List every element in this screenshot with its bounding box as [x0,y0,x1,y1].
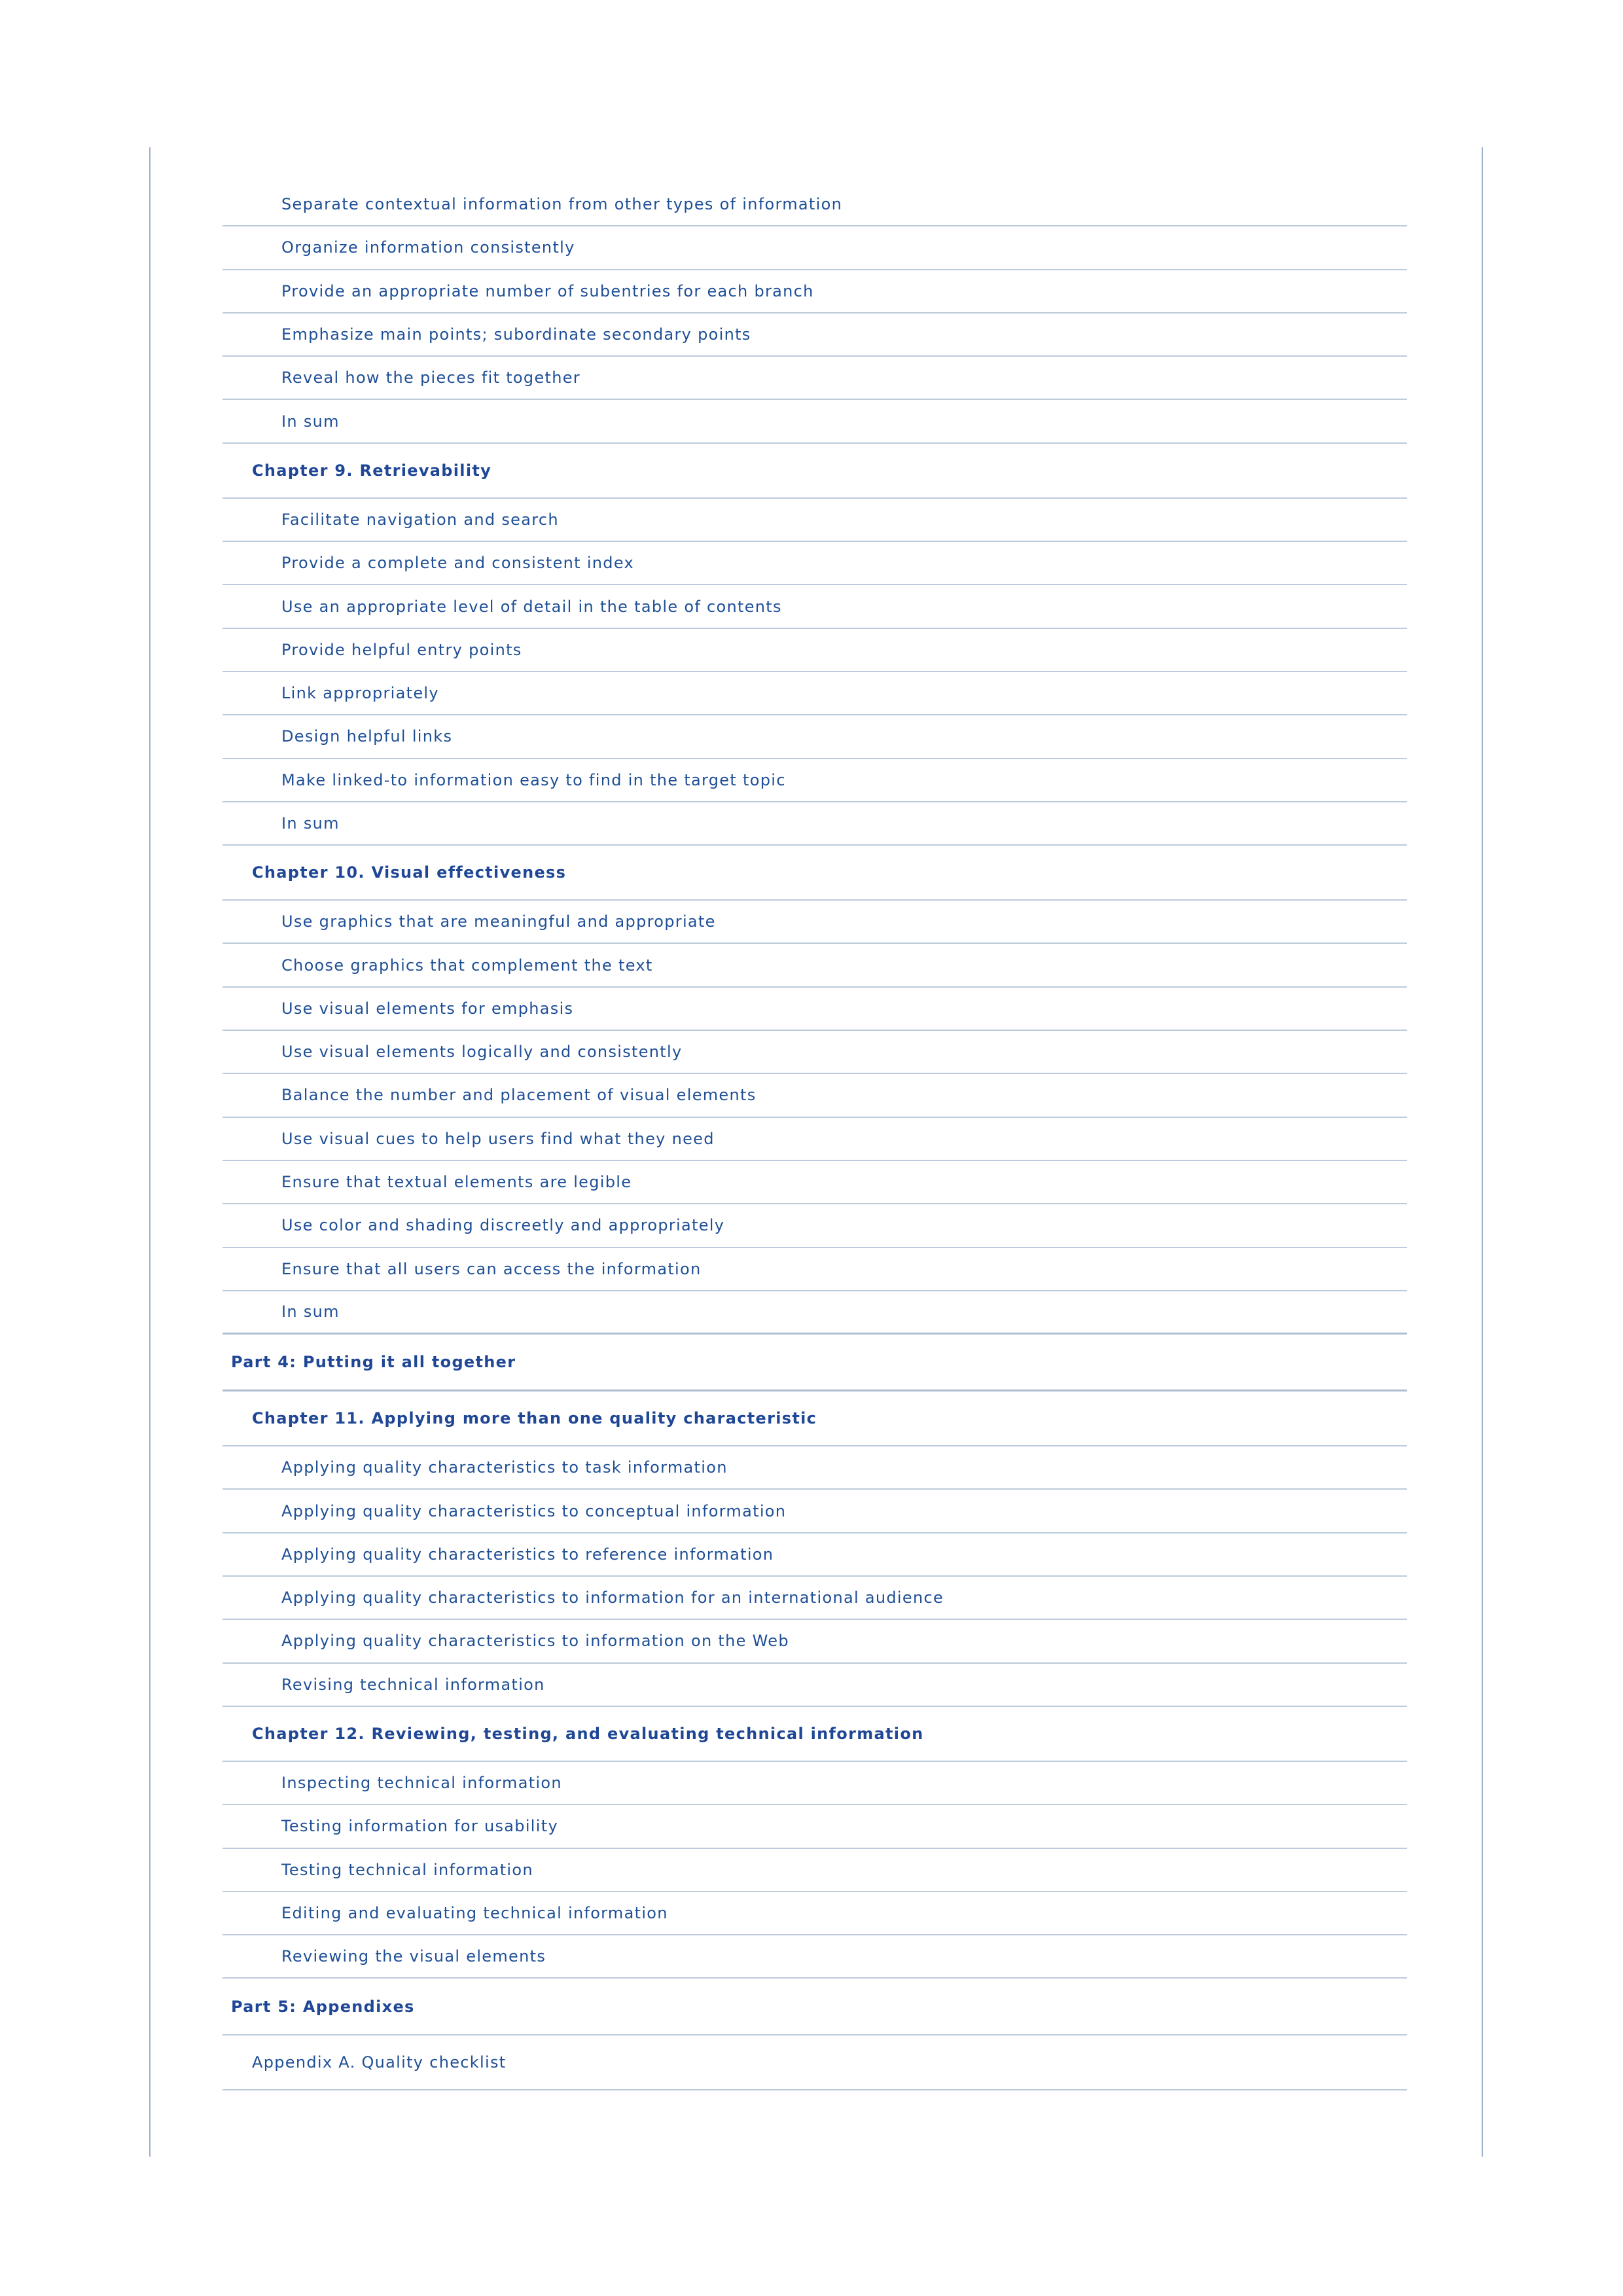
toc-entry-label: Ensure that textual elements are legible [281,1173,632,1192]
toc-entry-label: Part 5: Appendixes [231,1997,415,2016]
toc-entry-label: Applying quality characteristics to reference information [281,1545,774,1564]
toc-entry[interactable] [223,1335,1407,1391]
toc-entry[interactable] [223,759,1407,802]
toc-entry-label: Use color and shading discreetly and appropriately [281,1216,725,1235]
toc-entry[interactable] [223,1534,1407,1577]
toc-entry-label: In sum [281,814,340,833]
toc-entry-label: In sum [281,1302,340,1321]
toc-entry[interactable] [223,846,1407,901]
toc-entry-label: Applying quality characteristics to conceptual information [281,1501,787,1520]
toc-entry[interactable] [223,1248,1407,1291]
toc-entry-label: Chapter 10. Visual effectiveness [252,863,567,882]
toc-entry[interactable] [223,1935,1407,1979]
toc-entry[interactable] [223,672,1407,715]
toc-entry[interactable] [223,1805,1407,1848]
toc-entry-label: Applying quality characteristics to information for an international audience [281,1588,944,1607]
toc-entry-label: Appendix A. Quality checklist [252,2053,507,2072]
toc-entry[interactable] [223,270,1407,314]
toc-entry[interactable] [223,1161,1407,1204]
toc-entry-label: Applying quality characteristics to information on the Web [281,1632,789,1651]
toc-entry[interactable] [223,499,1407,542]
toc-entry[interactable] [223,1291,1407,1335]
toc-entry-label: Provide an appropriate number of subentries for each branch [281,281,814,300]
toc-entry-label: Chapter 11. Applying more than one quality characteristic [252,1409,817,1428]
toc-entry[interactable] [223,901,1407,944]
toc-entry-label: Chapter 9. Retrievability [252,461,492,480]
toc-entry-label: Part 4: Putting it all together [231,1353,516,1372]
toc-entry[interactable] [223,183,1407,226]
toc-entry-label: Emphasize main points; subordinate secondary points [281,325,751,344]
toc-entry[interactable] [223,1577,1407,1620]
toc-entry-label: Link appropriately [281,684,439,703]
toc-entry[interactable] [223,1031,1407,1074]
toc-entry-label: Testing information for usability [281,1817,558,1836]
toc-entry[interactable] [223,1620,1407,1663]
toc-entry-label: Use an appropriate level of detail in the table of contents [281,597,782,616]
toc-entry[interactable] [223,1118,1407,1161]
toc-entry-label: Provide a complete and consistent index [281,554,634,573]
toc-entry-label: In sum [281,412,340,431]
toc-entry-label: Balance the number and placement of visual elements [281,1086,757,1105]
toc-entry-label: Use visual elements logically and consistently [281,1043,683,1062]
toc-entry[interactable] [223,988,1407,1031]
toc-entry[interactable] [223,1446,1407,1490]
toc-entry-label: Use graphics that are meaningful and appropriate [281,912,716,931]
toc-entry-label: Organize information consistently [281,238,575,257]
toc-entry[interactable] [223,944,1407,987]
toc-entry[interactable] [223,2036,1407,2090]
toc-entry-label: Revising technical information [281,1675,545,1694]
toc-entry-label: Chapter 12. Reviewing, testing, and evaluating technical information [252,1724,924,1743]
toc-entry[interactable] [223,1490,1407,1533]
left-margin-rule [149,147,151,2157]
toc-entry-label: Reveal how the pieces fit together [281,368,580,387]
toc-entry-label: Inspecting technical information [281,1774,562,1793]
toc-entry-label: Make linked-to information easy to find in the target topic [281,770,786,789]
toc-entry-label: Testing technical information [281,1860,533,1879]
toc-entry[interactable] [223,226,1407,270]
toc-entry-label: Editing and evaluating technical information [281,1903,668,1922]
toc-entry[interactable] [223,1849,1407,1892]
right-margin-rule [1482,147,1483,2157]
table-of-contents [223,183,1407,2090]
toc-entry[interactable] [223,802,1407,846]
toc-entry-label: Provide helpful entry points [281,640,522,659]
toc-entry[interactable] [223,1204,1407,1247]
toc-entry-label: Use visual elements for emphasis [281,999,574,1018]
toc-entry-label: Choose graphics that complement the text [281,956,653,975]
toc-entry[interactable] [223,1707,1407,1762]
toc-entry[interactable] [223,542,1407,585]
toc-entry-label: Applying quality characteristics to task information [281,1458,728,1477]
toc-entry[interactable] [223,715,1407,759]
toc-entry[interactable] [223,1664,1407,1707]
toc-entry[interactable] [223,1979,1407,2036]
toc-entry[interactable] [223,1074,1407,1117]
toc-entry[interactable] [223,1391,1407,1446]
toc-entry-label: Facilitate navigation and search [281,510,559,529]
toc-entry[interactable] [223,585,1407,628]
toc-entry-label: Separate contextual information from other types of information [281,195,843,214]
toc-entry[interactable] [223,400,1407,443]
toc-entry[interactable] [223,314,1407,357]
toc-entry[interactable] [223,629,1407,672]
toc-entry-label: Reviewing the visual elements [281,1947,546,1966]
toc-entry-label: Ensure that all users can access the information [281,1259,702,1278]
toc-entry[interactable] [223,444,1407,499]
toc-entry[interactable] [223,1762,1407,1805]
toc-entry[interactable] [223,1892,1407,1935]
toc-entry-label: Design helpful links [281,727,453,746]
toc-entry-label: Use visual cues to help users find what they need [281,1129,715,1148]
toc-entry[interactable] [223,357,1407,400]
